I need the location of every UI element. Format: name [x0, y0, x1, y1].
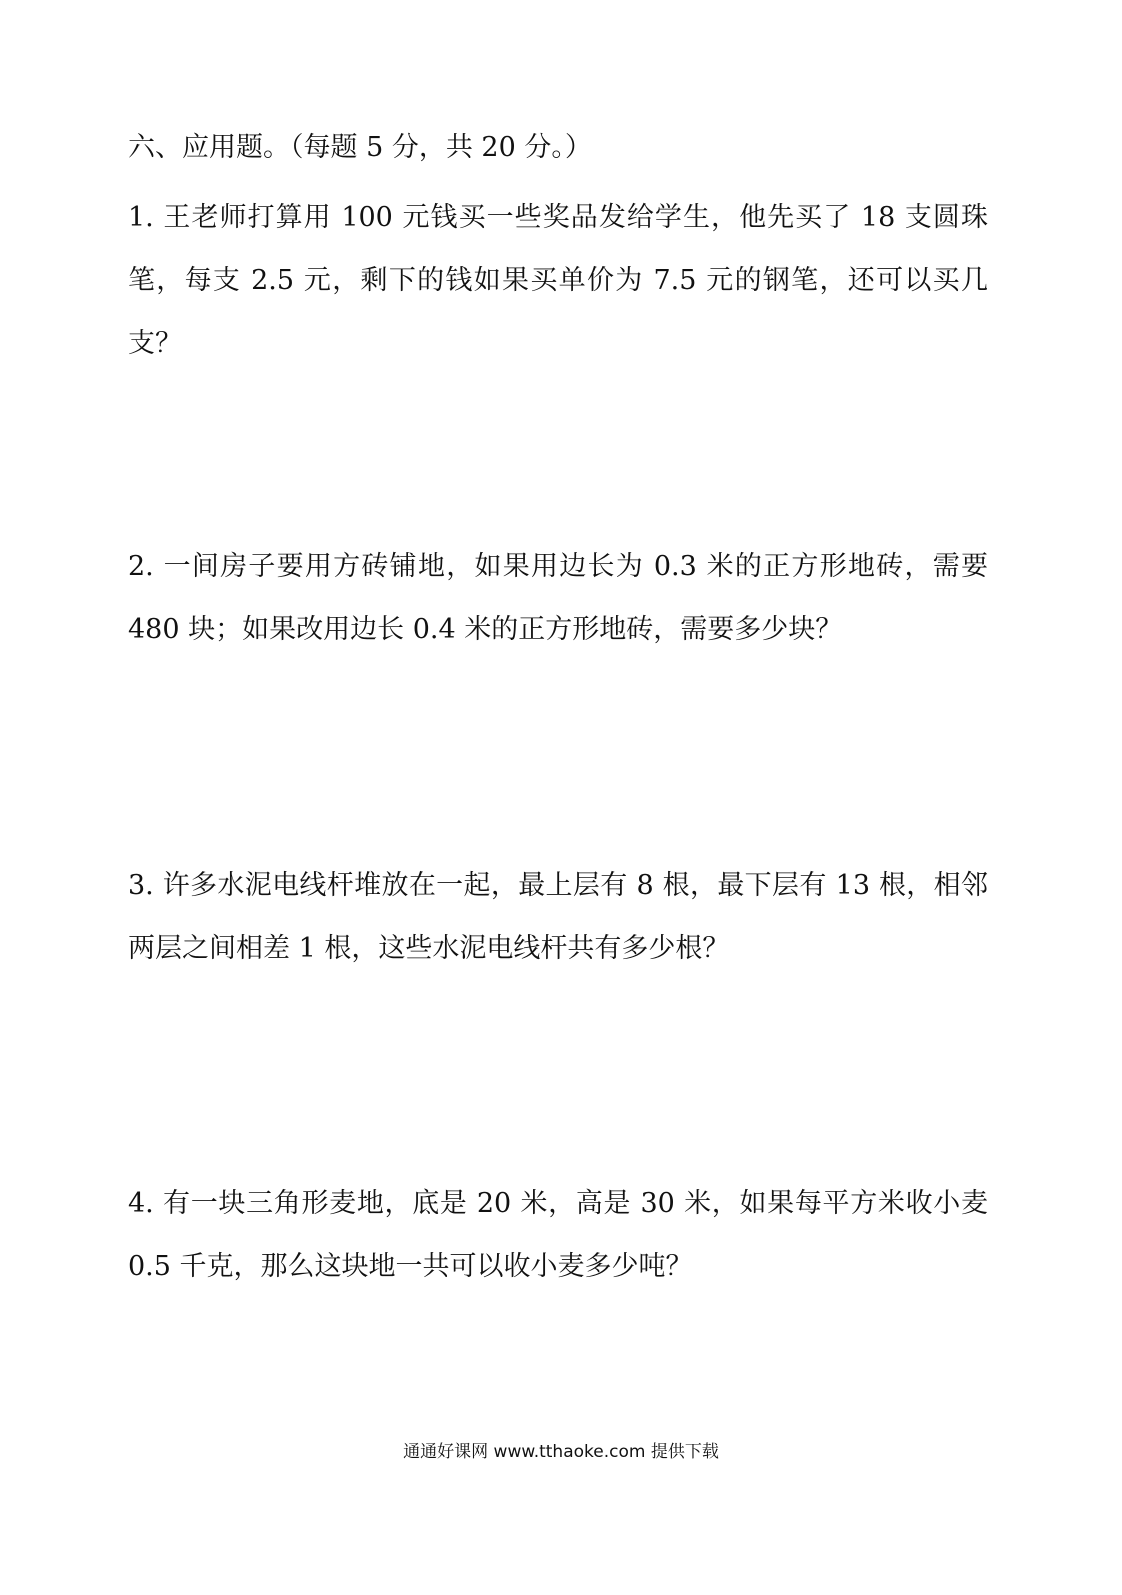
footer-source-note: 通通好课网 www.tthaoke.com 提供下载	[403, 1442, 719, 1462]
question-4: 4. 有一块三角形麦地，底是 20 米，高是 30 米，如果每平方米收小麦 0.5 千克，那么这块地一共可以收小麦多少吨？	[128, 1188, 988, 1282]
question-2: 2. 一间房子要用方砖铺地，如果用边长为 0.3 米的正方形地砖，需要 480 块；如果改用边长 0.4 米的正方形地砖，需要多少块？	[128, 551, 988, 645]
section-title: 六、应用题。（每题 5 分，共 20 分。）	[128, 132, 592, 163]
question-1: 1. 王老师打算用 100 元钱买一些奖品发给学生，他先买了 18 支圆珠笔，每支 2.5 元，剩下的钱如果买单价为 7.5 元的钢笔，还可以买几支？	[128, 202, 988, 359]
question-3: 3. 许多水泥电线杆堆放在一起，最上层有 8 根，最下层有 13 根，相邻两层之间相差 1 根，这些水泥电线杆共有多少根？	[128, 870, 988, 964]
